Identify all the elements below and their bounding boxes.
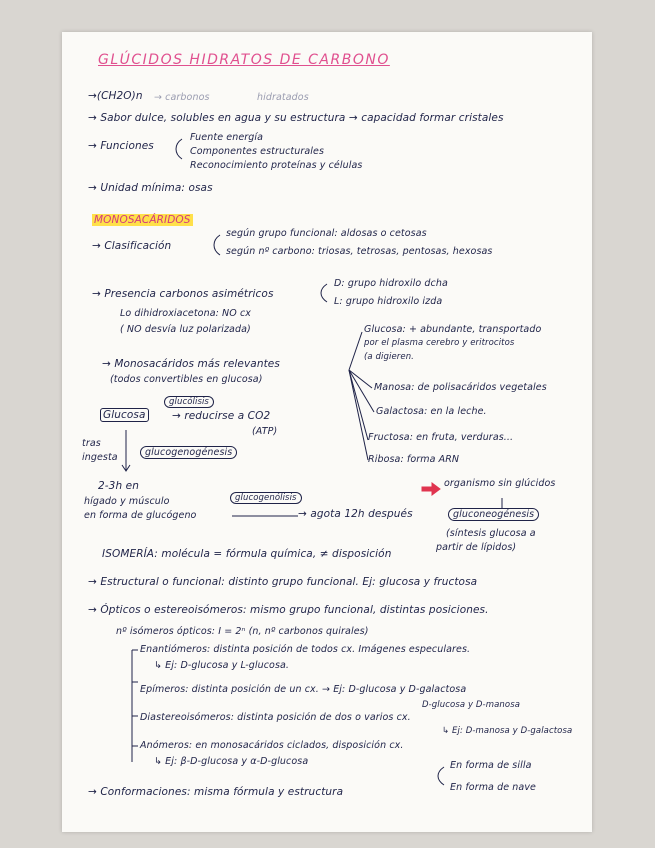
clasificacion-1: según grupo funcional: aldosas o cetosas [226, 228, 427, 239]
relevante-galactosa: Galactosa: en la leche. [376, 406, 487, 417]
section-monosacaridos: MONOSACÁRIDOS [94, 214, 191, 226]
relevante-glucosa: Glucosa: + abundante, transportado [364, 324, 542, 335]
enantiomeros-ej: ↳ Ej: D-glucosa y L-glucosa. [154, 660, 290, 671]
formula-note-2: hidratados [257, 92, 309, 103]
epimeros: Epímeros: distinta posición de un cx. → Ej: D-glucosa y D-galactosa [140, 684, 467, 695]
relevante-manosa: Manosa: de polisacáridos vegetales [374, 382, 547, 393]
clasificacion-2: según nº carbono: triosas, tetrosas, pentosas, hexosas [226, 246, 493, 257]
asimetricos-label: → Presencia carbonos asimétricos [92, 288, 274, 300]
sintesis-1: (síntesis glucosa a [446, 528, 536, 539]
horas-1: 2-3h en [98, 480, 139, 492]
page-title: GLÚCIDOS HIDRATOS DE CARBONO [98, 52, 390, 68]
anomeros: Anómeros: en monosacáridos ciclados, disposición cx. [140, 740, 404, 751]
formula-note: → carbonos [154, 92, 210, 103]
horas-2: hígado y músculo [84, 496, 170, 507]
funcion-1: Fuente energía [190, 132, 264, 143]
diastereoisomeros: Diastereoisómeros: distinta posición de dos o varios cx. [140, 712, 411, 723]
relevante-fructosa: Fructosa: en fruta, verduras... [368, 432, 514, 443]
relevante-glucosa-3: (a digieren. [364, 352, 414, 362]
enantiomeros: Enantiómeros: distinta posición de todos cx. Imágenes especulares. [140, 644, 471, 655]
isomeria-opticos: → Ópticos o estereoisómeros: mismo grupo funcional, distintas posiciones. [88, 604, 489, 616]
ingesta-label: ingesta [82, 452, 118, 463]
funcion-3: Reconocimiento proteínas y células [190, 160, 363, 171]
agota-label: → agota 12h después [298, 508, 413, 520]
atp-label: (ATP) [252, 426, 278, 437]
forma-nave: En forma de nave [450, 782, 537, 793]
unidad-minima: → Unidad mínima: osas [88, 182, 213, 194]
glucogenogenesis-label: glucogenogénesis [140, 446, 237, 459]
asimetrico-l: L: grupo hidroxilo izda [334, 296, 443, 307]
asimetrico-d: D: grupo hidroxilo dcha [334, 278, 448, 289]
relevantes-label: → Monosacáridos más relevantes [102, 358, 280, 370]
organismo-label: organismo sin glúcidos [444, 478, 556, 489]
anomeros-ej: ↳ Ej: β-D-glucosa y α-D-glucosa [154, 756, 309, 767]
gluconeogenesis-label: gluconeogénesis [448, 508, 539, 521]
funcion-2: Componentes estructurales [190, 146, 325, 157]
sintesis-2: partir de lípidos) [436, 542, 517, 553]
reducirse-co2: → reducirse a CO2 [172, 410, 271, 422]
relevante-glucosa-2: por el plasma cerebro y eritrocitos [364, 338, 515, 348]
notes-page [62, 32, 592, 832]
epimeros-ej2: D-glucosa y D-manosa [422, 700, 521, 710]
glucosa-box: Glucosa [100, 408, 149, 422]
glucolisis-label: glucólisis [164, 396, 214, 408]
tras-label: tras [82, 438, 101, 449]
no-desvia-luz: ( NO desvía luz polarizada) [120, 324, 251, 335]
relevantes-sub: (todos convertibles en glucosa) [110, 374, 263, 385]
clasificacion-label: → Clasificación [92, 240, 172, 252]
horas-3: en forma de glucógeno [84, 510, 197, 521]
funciones-label: → Funciones [88, 140, 154, 152]
diastereo-ej: ↳ Ej: D-manosa y D-galactosa [442, 726, 573, 736]
dihidroxiacetona: Lo dihidroxiacetona: NO cx [120, 308, 252, 319]
isomeria-def: ISOMERÍA: molécula = fórmula química, ≠ disposición [102, 548, 392, 560]
forma-silla: En forma de silla [450, 760, 532, 771]
relevante-ribosa: Ribosa: forma ARN [368, 454, 460, 465]
propiedades: → Sabor dulce, solubles en agua y su estructura → capacidad formar cristales [88, 112, 504, 124]
formula: →(CH2O)n [88, 90, 143, 102]
n-isomeros: nº isómeros ópticos: I = 2ⁿ (n, nº carbonos quirales) [116, 626, 369, 637]
glucogenolisis-label: glucogenólisis [230, 492, 302, 504]
conformaciones: → Conformaciones: misma fórmula y estructura [88, 786, 344, 798]
isomeria-estructural: → Estructural o funcional: distinto grupo funcional. Ej: glucosa y fructosa [88, 576, 478, 588]
